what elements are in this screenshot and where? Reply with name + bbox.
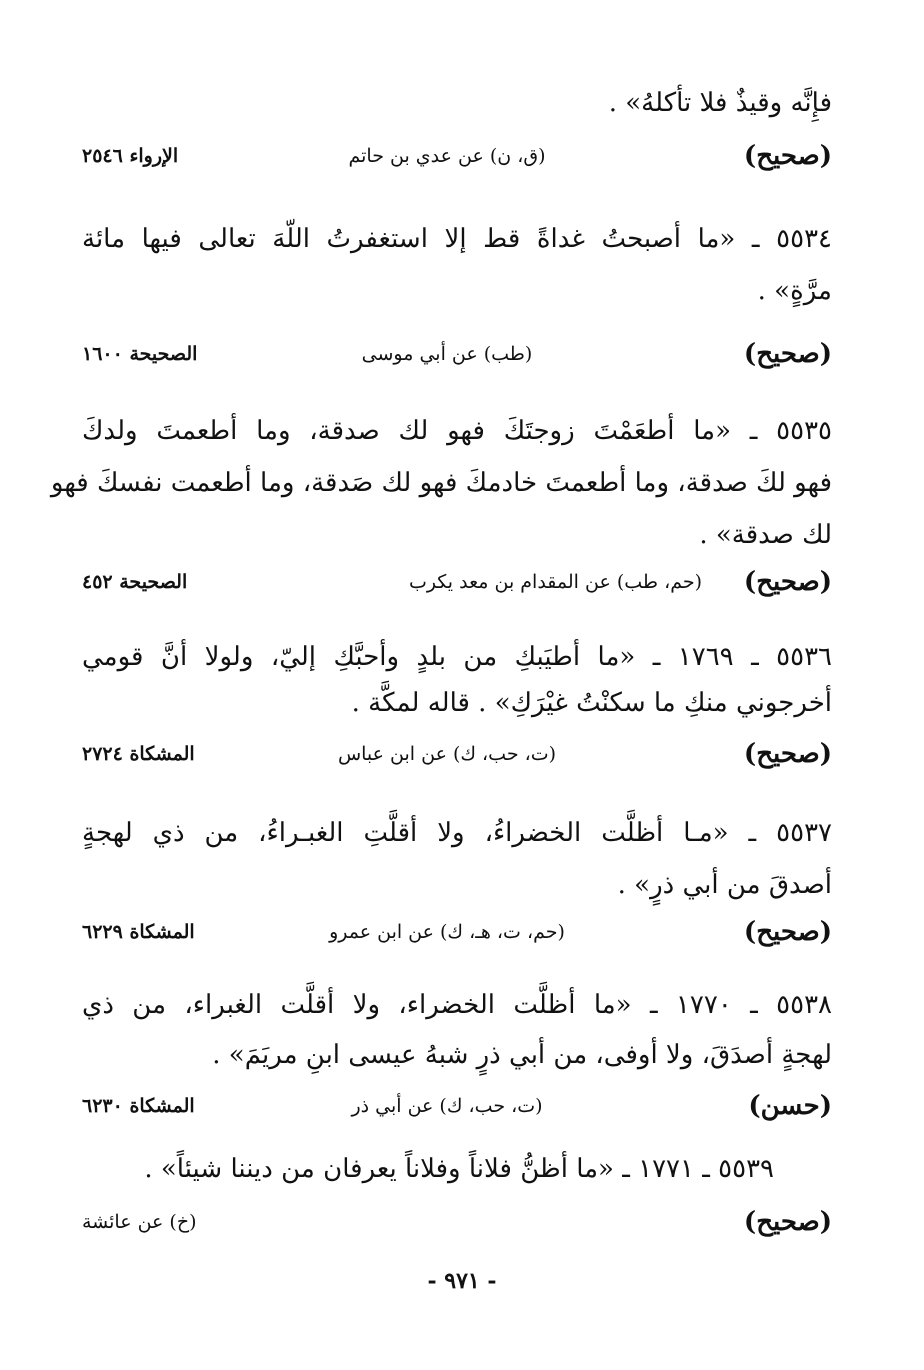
source-text: (حم، طب) عن المقدام بن معد يكرب: [408, 571, 702, 593]
hadith-text-line: ٥٥٣٧ ـ «مـا أظلَّت الخضراءُ، ولا أقلَّتِ الغبـراءُ، من ذي لهجةٍ: [82, 818, 832, 848]
hadith-text-line: ٥٥٣٩ ـ ١٧٧١ ـ «ما أظنُّ فلاناً وفلاناً يعرفان من ديننا شيئاً» .: [144, 1154, 774, 1184]
hadith-meta-row: [82, 136, 832, 176]
hadith-text-line: مرَّةٍ» .: [757, 276, 832, 306]
reference-text: الإرواء ٢٥٤٦: [82, 145, 179, 167]
grade-label: (حسن): [748, 1091, 832, 1121]
source-text: (ت، حب، ك) عن ابن عباس: [337, 743, 557, 765]
reference-text: المشكاة ٢٧٢٤: [82, 743, 195, 765]
source-text: (خ) عن عائشة: [82, 1211, 197, 1233]
hadith-text-line: ٥٥٣٦ ـ ١٧٦٩ ـ «ما أطيَبكِ من بلدٍ وأحبَّكِ إليّ، ولولا أنَّ قومي: [82, 642, 832, 672]
hadith-text-line: لك صدقة» .: [699, 520, 832, 550]
hadith-meta-row: [82, 334, 832, 374]
grade-label: (صحيح): [743, 141, 832, 171]
hadith-text-line: أخرجوني منكِ ما سكنْتُ غيْرَكِ» . قاله لمكَّة .: [351, 688, 832, 718]
hadith-meta-row: [82, 912, 832, 952]
source-text: (طب) عن أبي موسى: [361, 343, 533, 365]
reference-text: الصحيحة ٤٥٢: [82, 571, 188, 593]
hadith-text-line: أصدقَ من أبي ذرٍ» .: [617, 870, 832, 900]
grade-label: (صحيح): [743, 739, 832, 769]
source-text: (ق، ن) عن عدي بن حاتم: [348, 145, 546, 167]
hadith-text-line: لهجةٍ أصدَقَ، ولا أوفى، من أبي ذرٍ شبهُ عيسى ابنِ مريَمَ» .: [212, 1040, 832, 1070]
reference-text: المشكاة ٦٢٢٩: [82, 921, 195, 943]
hadith-text-line: فإِنَّه وقيذٌ فلا تأكلهُ» .: [608, 88, 832, 118]
grade-label: (صحيح): [743, 567, 832, 597]
source-text: (حم، ت، هـ، ك) عن ابن عمرو: [329, 921, 565, 943]
hadith-meta-row: [82, 562, 832, 602]
reference-text: الصحيحة ١٦٠٠: [82, 343, 198, 365]
page-number: - ٩٧١ -: [427, 1268, 497, 1294]
hadith-meta-row: [82, 734, 832, 774]
hadith-meta-row: [82, 1202, 832, 1242]
grade-label: (صحيح): [743, 917, 832, 947]
source-text: (ت، حب، ك) عن أبي ذر: [351, 1095, 543, 1117]
hadith-text-line: ٥٥٣٤ ـ «ما أصبحتُ غداةً قط إلا استغفرتُ اللّهَ تعالى فيها مائة: [82, 224, 832, 254]
reference-text: المشكاة ٦٢٣٠: [82, 1095, 195, 1117]
hadith-meta-row: [82, 1086, 832, 1126]
grade-label: (صحيح): [743, 339, 832, 369]
hadith-text-line: ٥٥٣٨ ـ ١٧٧٠ ـ «ما أظلَّت الخضراء، ولا أقلَّت الغبراء، من ذي: [82, 990, 832, 1020]
hadith-text-line: فهو لكَ صدقة، وما أطعمتَ خادمكَ فهو لك صَدقة، وما أطعمت نفسكَ فهو: [50, 468, 832, 498]
hadith-text-line: ٥٥٣٥ ـ «ما أطعَمْتَ زوجتَكَ فهو لك صدقة، وما أطعمتَ ولدكَ: [82, 416, 832, 446]
grade-label: (صحيح): [743, 1207, 832, 1237]
